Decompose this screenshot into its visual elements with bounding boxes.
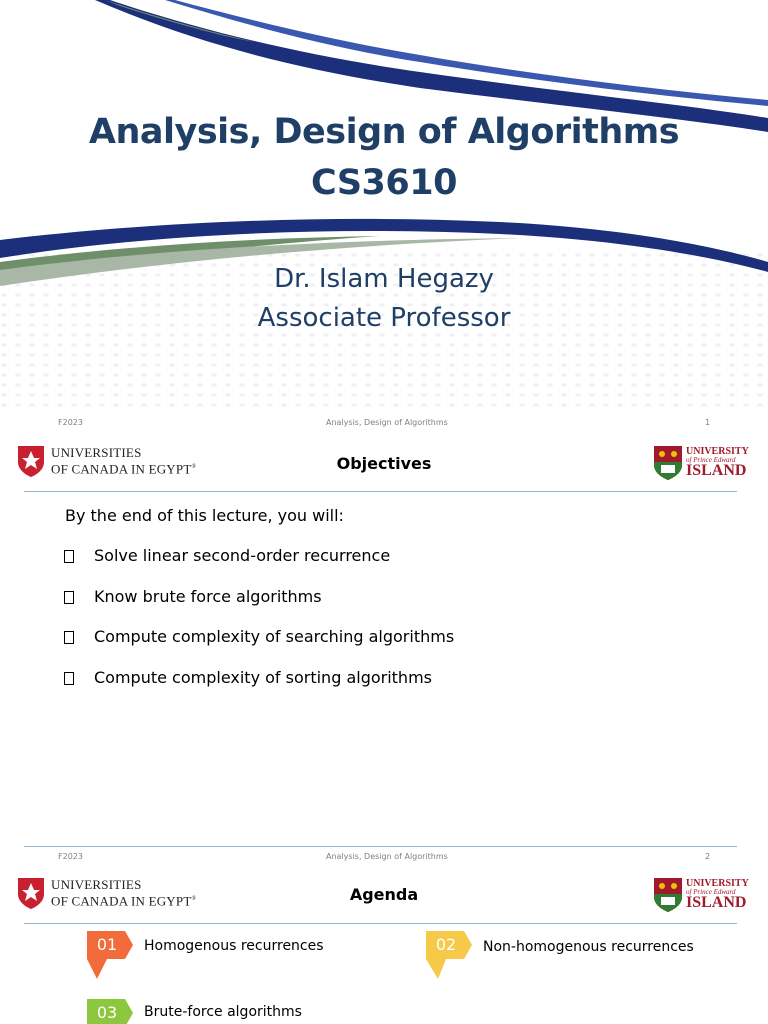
objective-item: Compute complexity of sorting algorithms [94,668,432,687]
footer-page: 2 [705,852,711,861]
objective-item: Compute complexity of searching algorithms [94,627,455,646]
bullet-icon [64,631,74,644]
uce-name-line1: UNIVERSITIES [51,445,142,460]
header-divider [24,491,737,492]
upei-name-line1: UNIVERSITY [686,878,749,889]
footer-divider [24,846,737,847]
footer-term: F2023 [58,418,83,427]
presentation-title: Analysis, Design of Algorithms [88,112,680,152]
author-role: Associate Professor [257,303,511,333]
footer-course: Analysis, Design of Algorithms [326,852,448,861]
agenda-item-label: Non-homogenous recurrences [483,939,694,955]
footer-term: F2023 [58,852,83,861]
agenda-item-label: Homogenous recurrences [144,938,324,954]
uce-name-line2: OF CANADA IN EGYPT® [51,893,197,909]
upei-name-line3: ISLAND [686,894,747,911]
slide-title: Agenda [349,885,419,904]
agenda-number: 01 [96,935,118,954]
objectives-slide [0,432,768,864]
bullet-icon [64,672,74,685]
footer-course: Analysis, Design of Algorithms [326,418,448,427]
bullet-icon [64,591,74,604]
agenda-number: 02 [435,935,457,954]
course-code: CS3610 [311,163,457,203]
bullet-icon [64,550,74,563]
slide-background-decoration [0,0,768,432]
objectives-intro: By the end of this lecture, you will: [65,506,344,525]
title-slide [0,0,768,432]
agenda-number: 03 [96,1003,118,1022]
upei-crest-icon [653,445,683,481]
objective-item: Solve linear second-order recurrence [94,546,391,565]
slide-title: Objectives [336,454,432,473]
agenda-item-label: Brute-force algorithms [144,1004,302,1020]
upei-name-line1: UNIVERSITY [686,446,749,457]
upei-crest-icon [653,877,683,913]
footer-page: 1 [705,418,711,427]
upei-name-line3: ISLAND [686,462,747,479]
author-name: Dr. Islam Hegazy [274,264,494,294]
uce-name-line2: OF CANADA IN EGYPT® [51,461,197,477]
objective-item: Know brute force algorithms [94,587,322,606]
upei-name-line2: of Prince Edward [686,888,736,896]
agenda-slide [0,864,768,1024]
header-divider [24,923,737,924]
upei-name-line2: of Prince Edward [686,456,736,464]
uce-name-line1: UNIVERSITIES [51,877,142,892]
